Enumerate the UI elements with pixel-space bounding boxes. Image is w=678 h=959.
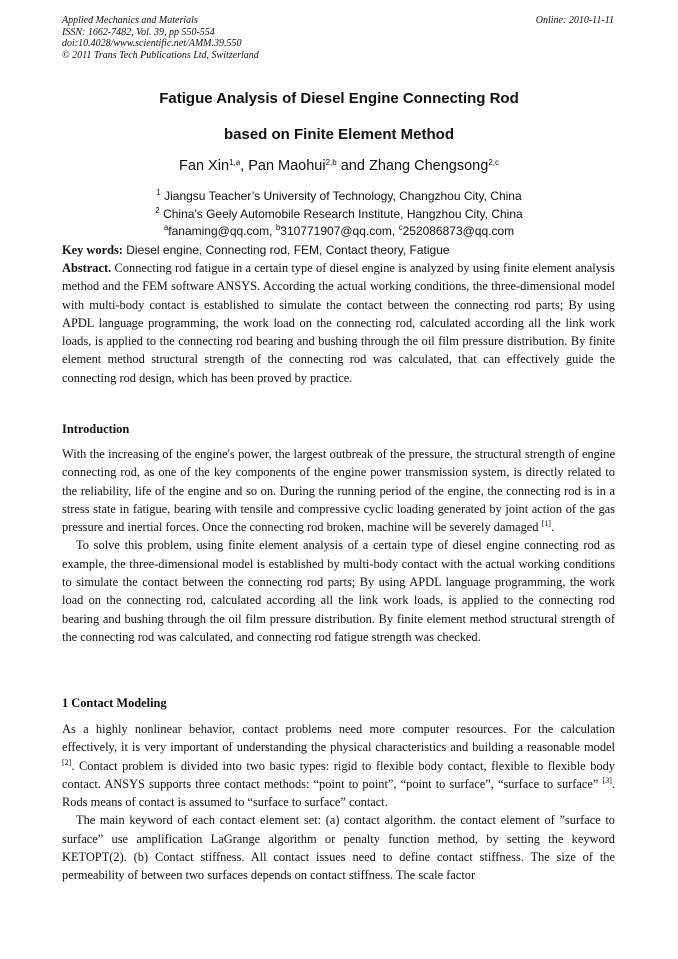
email-c-sup: c [398, 223, 403, 232]
journal-header [62, 15, 259, 61]
s1-p1-a: As a highly nonlinear behavior, contact problems need more computer resources. For the calculation effectively, it is very important of understanding the physical characteristics and building a reasonable model [62, 722, 615, 755]
online-date: Online: 2010-11-11 [535, 15, 614, 26]
email-a-sup: a [163, 223, 169, 232]
author-emails [0, 224, 678, 238]
section-1-paragraph-2: The main keyword of each contact element set: (a) contact algorithm. the contact element of ”surface to surface” use amplification LaGrange algorithm or penalty function method, by setting the keyword KETOPT(2). (b) Contact stiffness. All contact issues need to define contact stiffness. The size of the permeability of between two surfaces depends on contact stiffness. The scale factor [62, 813, 615, 883]
abstract-label: Abstract. [62, 261, 112, 275]
email-b[interactable]: 310771907@qq.com, [280, 224, 399, 238]
copyright: © 2011 Trans Tech Publications Ltd, Switzerland [62, 49, 259, 61]
affiliation-2-text: China's Geely Automobile Research Institute, Hangzhou City, China [159, 207, 523, 221]
author-2: Pan Maohui [248, 158, 326, 174]
section-1-body [62, 720, 615, 885]
email-c[interactable]: 252086873@qq.com [402, 224, 515, 238]
keywords [62, 241, 615, 259]
s1-ref-3: [3] [602, 775, 612, 785]
email-a[interactable]: fanaming@qq.com, [168, 224, 276, 238]
s1-p1-c: . Rods means of contact is assumed to “surface to surface” contact. [62, 776, 615, 810]
author-3-sup: 2,c [488, 158, 499, 167]
keywords-label: Key words: [62, 243, 123, 257]
intro-paragraph-2: To solve this problem, using finite element analysis of a certain type of diesel engine connecting rod as example, the three-dimensional model is established by multi-body contact with the actual working conditions to simulate the contact between the connecting rod parts; By using APDL language programming, the work load on the connecting rod, calculated according all the link work loads, is applied to the connecting rod bearing and bushing through the oil film pressure distribution. By finite element method structural strength of the connecting rod was calculated, and connecting rod fatigue strength was checked. [62, 538, 615, 644]
author-1-sup: 1,a [229, 158, 241, 167]
s1-ref-2: [2] [62, 757, 72, 767]
intro-ref-1: [1] [541, 519, 551, 529]
intro-paragraph-1 [62, 445, 615, 536]
journal-name: Applied Mechanics and Materials [62, 15, 198, 26]
section-1-heading: 1 Contact Modeling [62, 696, 167, 710]
s1-p1-b: . Contact problem is divided into two basic types: rigid to flexible body contact, flexible to flexible body contact. ANSYS supports three contact methods: “point to point”, “point to surface”, “surface to surface” [62, 758, 615, 791]
affiliation-1-sup: 1 [156, 188, 161, 197]
author-2-sup: 2,b [325, 158, 337, 167]
section-1-paragraph-1 [62, 720, 615, 811]
author-sep-2: and [336, 158, 369, 174]
intro-p1-text: With the increasing of the engine's power, the largest outbreak of the pressure, the structural strength of engine connecting rod, as one of the key components of the engine power transmission system, is directly related to the reliability, life of the engine and so on. During the running period of the engine, the connecting rod is in a stress state in fatigue, bearing with tensile and compressive cyclic loading generated by joint action of the gas pressure and inertial forces. Once the connecting rod broken, machine will be severely damaged [62, 447, 615, 535]
introduction-body [62, 445, 615, 646]
author-list [0, 158, 678, 174]
affiliation-2 [0, 207, 678, 221]
abstract [62, 259, 615, 387]
author-3: Zhang Chengsong [368, 158, 489, 174]
abstract-text: Connecting rod fatigue in a certain type of diesel engine is analyzed by using finite element analysis method and the FEM software ANSYS. According the actual working conditions, the three-dimensional model with multi-body contact is established to simulate the contact between the connecting rod parts; By using APDL language programming, the work load on the connecting rod, calculated according all the link work loads, is applied to the connecting rod bearing and bushing through the oil film pressure distribution. By finite element method structural strength of the connecting rod was calculated, that can effectively guide the connecting rod design, which has been proved by practice. [62, 261, 615, 385]
issn: ISSN: 1662-7482, Vol. 39, pp 550-554 [62, 26, 215, 38]
affiliation-2-sup: 2 [155, 206, 160, 215]
intro-p1-end: . [550, 520, 555, 535]
email-b-sup: b [275, 223, 281, 232]
affiliation-1-text: Jiangsu Teacher’s University of Technology, Changzhou City, China [160, 189, 522, 203]
affiliation-1 [0, 189, 678, 203]
author-sep-1: , [240, 158, 249, 174]
introduction-heading: Introduction [62, 422, 130, 436]
keywords-text: Diesel engine, Connecting rod, FEM, Contact theory, Fatigue [122, 243, 450, 257]
author-1: Fan Xin [179, 158, 230, 174]
doi: doi:10.4028/www.scientific.net/AMM.39.550 [62, 38, 242, 49]
paper-title-line-2: based on Finite Element Method [223, 126, 455, 143]
paper-title-line-1: Fatigue Analysis of Diesel Engine Connecting Rod [159, 90, 519, 107]
